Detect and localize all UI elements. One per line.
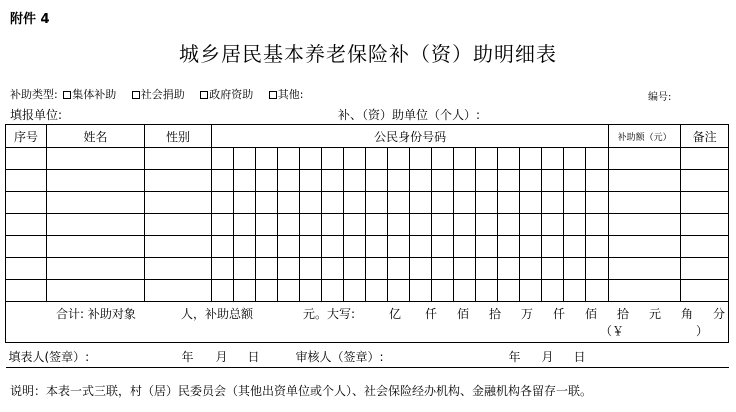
table-cell[interactable] [47,280,145,302]
id-digit-cell[interactable] [388,170,410,192]
id-digit-cell[interactable] [212,280,234,302]
id-digit-cell[interactable] [542,280,564,302]
amount-unit: 拾 [489,307,502,321]
option-other[interactable]: 其他: [267,86,304,102]
filler-label: 填表人(签章）: [8,350,90,364]
id-digit-cell[interactable] [234,214,256,236]
id-digit-cell[interactable] [300,258,322,280]
id-digit-cell[interactable] [454,258,476,280]
id-digit-cell[interactable] [322,236,344,258]
amount-unit: 角 [681,307,694,321]
id-digit-cell[interactable] [344,236,366,258]
table-cell[interactable] [145,148,212,170]
id-digit-cell[interactable] [542,214,564,236]
id-digit-cell[interactable] [256,258,278,280]
subsidy-type-row [10,86,313,102]
filler-month: 月 [215,350,228,364]
id-digit-cell[interactable] [410,148,432,170]
id-digit-cell[interactable] [366,236,388,258]
table-cell[interactable] [681,236,729,258]
id-digit-cell[interactable] [300,148,322,170]
option-collective[interactable]: 集体补助 [61,86,116,102]
id-digit-cell[interactable] [278,148,300,170]
table-row [6,170,729,192]
id-digit-cell[interactable] [520,192,542,214]
header-id-number: 公民身份号码 [212,125,609,148]
checkbox-icon[interactable] [63,91,71,99]
id-digit-cell[interactable] [498,236,520,258]
id-digit-cell[interactable] [454,236,476,258]
id-digit-cell[interactable] [432,280,454,302]
id-digit-cell[interactable] [256,236,278,258]
id-digit-cell[interactable] [234,192,256,214]
id-digit-cell[interactable] [476,148,498,170]
table-cell[interactable] [47,148,145,170]
data-rows [6,148,729,302]
id-digit-cell[interactable] [234,148,256,170]
id-digit-cell[interactable] [586,192,609,214]
id-digit-cell[interactable] [300,170,322,192]
id-digit-cell[interactable] [432,148,454,170]
amount-unit: 万 [521,307,534,321]
table-row [6,192,729,214]
id-digit-cell[interactable] [476,280,498,302]
persons-label: 人，补助总额 [181,307,254,321]
id-digit-cell[interactable] [564,192,586,214]
id-digit-cell[interactable] [586,236,609,258]
id-digit-cell[interactable] [520,258,542,280]
id-digit-cell[interactable] [388,148,410,170]
option-social-donation[interactable]: 社会捐助 [130,86,185,102]
sign-row [6,343,729,368]
id-digit-cell[interactable] [542,192,564,214]
id-digit-cell[interactable] [586,170,609,192]
id-digit-cell[interactable] [454,280,476,302]
table-cell[interactable] [681,192,729,214]
fill-unit-label: 填报单位: [10,108,63,122]
id-digit-cell[interactable] [322,258,344,280]
id-digit-cell[interactable] [234,258,256,280]
table-row [6,236,729,258]
id-digit-cell[interactable] [542,236,564,258]
id-digit-cell[interactable] [432,236,454,258]
id-digit-cell[interactable] [410,236,432,258]
table-cell[interactable] [145,236,212,258]
id-digit-cell[interactable] [410,192,432,214]
id-digit-cell[interactable] [520,170,542,192]
summary-row [6,302,729,343]
id-digit-cell[interactable] [234,280,256,302]
id-digit-cell[interactable] [388,280,410,302]
id-digit-cell[interactable] [564,280,586,302]
id-digit-cell[interactable] [366,170,388,192]
id-digit-cell[interactable] [322,170,344,192]
serial-label: 编号: [648,92,672,103]
table-cell[interactable] [681,280,729,302]
amount-unit: 仟 [553,307,566,321]
amount-unit: 亿 [389,307,402,321]
table-cell[interactable] [47,214,145,236]
id-digit-cell[interactable] [366,258,388,280]
amount-unit: 佰 [585,307,598,321]
id-digit-cell[interactable] [432,258,454,280]
id-digit-cell[interactable] [564,214,586,236]
table-row [6,280,729,302]
header-name: 姓名 [47,125,145,148]
id-digit-cell[interactable] [256,148,278,170]
table-row [6,148,729,170]
id-digit-cell[interactable] [410,170,432,192]
sign-line [6,343,729,367]
table-header-row [6,125,729,148]
table-cell[interactable] [47,192,145,214]
id-digit-cell[interactable] [212,258,234,280]
reviewer-month: 月 [541,350,554,364]
id-digit-cell[interactable] [564,148,586,170]
id-digit-cell[interactable] [300,280,322,302]
total-label: 合计: 补助对象 [56,307,136,321]
summary-line [6,302,728,342]
id-digit-cell[interactable] [476,236,498,258]
id-digit-cell[interactable] [344,280,366,302]
id-digit-cell[interactable] [212,148,234,170]
id-digit-cell[interactable] [586,148,609,170]
id-digit-cell[interactable] [256,214,278,236]
id-digit-cell[interactable] [520,148,542,170]
id-digit-cell[interactable] [432,192,454,214]
amount-unit: 分 [713,307,726,321]
table-cell[interactable] [145,170,212,192]
table-cell[interactable] [6,148,47,170]
id-digit-cell[interactable] [300,214,322,236]
table-cell[interactable] [6,214,47,236]
table-cell[interactable] [609,148,681,170]
id-digit-cell[interactable] [520,214,542,236]
id-digit-cell[interactable] [410,214,432,236]
id-digit-cell[interactable] [322,148,344,170]
table-cell[interactable] [681,214,729,236]
table-cell[interactable] [145,258,212,280]
form-title: 城乡居民基本养老保险补（资）助明细表 [179,42,557,66]
subsidy-type-label: 补助类型: [10,88,58,101]
id-digit-cell[interactable] [300,192,322,214]
id-digit-cell[interactable] [366,280,388,302]
table-cell[interactable] [6,192,47,214]
table-cell[interactable] [609,170,681,192]
id-digit-cell[interactable] [322,192,344,214]
id-digit-cell[interactable] [366,192,388,214]
table-cell[interactable] [6,170,47,192]
header-no: 序号 [6,125,47,148]
id-digit-cell[interactable] [278,258,300,280]
amount-unit: 元 [649,307,662,321]
header-remark: 备注 [681,125,729,148]
yen-label: （￥ [600,324,625,338]
id-digit-cell[interactable] [212,214,234,236]
id-digit-cell[interactable] [344,148,366,170]
table-cell[interactable] [145,192,212,214]
id-digit-cell[interactable] [278,214,300,236]
id-digit-cell[interactable] [542,258,564,280]
id-digit-cell[interactable] [454,192,476,214]
id-digit-cell[interactable] [278,280,300,302]
table-cell[interactable] [681,258,729,280]
reviewer-year: 年 [508,350,521,364]
id-digit-cell[interactable] [388,236,410,258]
table-cell[interactable] [609,214,681,236]
id-digit-cell[interactable] [520,280,542,302]
id-digit-cell[interactable] [564,258,586,280]
table-cell[interactable] [47,236,145,258]
id-digit-cell[interactable] [454,148,476,170]
id-digit-cell[interactable] [586,258,609,280]
table-cell[interactable] [47,170,145,192]
id-digit-cell[interactable] [498,170,520,192]
table-row [6,214,729,236]
attachment-label: 附件 4 [10,12,50,27]
id-digit-cell[interactable] [388,214,410,236]
id-digit-cell[interactable] [542,170,564,192]
amount-unit: 拾 [617,307,630,321]
id-digit-cell[interactable] [586,214,609,236]
id-digit-cell[interactable] [344,170,366,192]
id-digit-cell[interactable] [344,192,366,214]
id-digit-cell[interactable] [564,236,586,258]
table-cell[interactable] [609,236,681,258]
id-digit-cell[interactable] [366,214,388,236]
id-digit-cell[interactable] [476,170,498,192]
id-digit-cell[interactable] [476,258,498,280]
id-digit-cell[interactable] [256,280,278,302]
id-digit-cell[interactable] [432,170,454,192]
id-digit-cell[interactable] [586,280,609,302]
table-cell[interactable] [609,258,681,280]
table-cell[interactable] [609,192,681,214]
id-digit-cell[interactable] [366,148,388,170]
table-cell[interactable] [6,236,47,258]
checkbox-icon[interactable] [132,91,140,99]
id-digit-cell[interactable] [410,280,432,302]
table-cell[interactable] [145,280,212,302]
id-digit-cell[interactable] [300,236,322,258]
note: 说明：本表一式三联，村（居）民委员会（其他出资单位或个人）、社会保险经办机构、金融机构各留存一联。 [10,384,593,398]
id-digit-cell[interactable] [542,148,564,170]
option-government[interactable]: 政府资助 [198,86,253,102]
id-digit-cell[interactable] [498,214,520,236]
id-digit-cell[interactable] [322,214,344,236]
filler-year: 年 [181,350,194,364]
id-digit-cell[interactable] [454,214,476,236]
table-cell[interactable] [609,280,681,302]
id-digit-cell[interactable] [498,280,520,302]
checkbox-icon[interactable] [269,91,277,99]
header-amount: 补助额（元） [609,125,681,148]
id-digit-cell[interactable] [234,236,256,258]
id-digit-cell[interactable] [344,258,366,280]
filler-day: 日 [247,350,260,364]
id-digit-cell[interactable] [564,170,586,192]
id-digit-cell[interactable] [278,236,300,258]
amount-unit: 仟 [425,307,438,321]
id-digit-cell[interactable] [278,170,300,192]
id-digit-cell[interactable] [432,214,454,236]
id-digit-cell[interactable] [212,236,234,258]
id-digit-cell[interactable] [278,192,300,214]
detail-table [5,124,729,368]
amount-unit: 佰 [457,307,470,321]
id-digit-cell[interactable] [256,170,278,192]
yuan-caps-label: 元。大写: [303,307,356,321]
table-cell[interactable] [6,280,47,302]
checkbox-icon[interactable] [200,91,208,99]
id-digit-cell[interactable] [388,192,410,214]
id-digit-cell[interactable] [498,192,520,214]
id-digit-cell[interactable] [410,258,432,280]
reviewer-label: 审核人（签章）: [295,350,384,364]
id-digit-cell[interactable] [212,170,234,192]
subsidy-unit-label: 补、（资）助单位（个人）: [338,108,481,122]
id-digit-cell[interactable] [454,170,476,192]
yen-close: ） [696,324,709,338]
table-cell[interactable] [47,258,145,280]
reviewer-day: 日 [573,350,586,364]
table-cell[interactable] [145,214,212,236]
id-digit-cell[interactable] [476,192,498,214]
id-digit-cell[interactable] [498,258,520,280]
id-digit-cell[interactable] [476,214,498,236]
table-cell[interactable] [681,148,729,170]
id-digit-cell[interactable] [212,192,234,214]
id-digit-cell[interactable] [322,280,344,302]
header-gender: 性别 [145,125,212,148]
id-digit-cell[interactable] [388,258,410,280]
table-cell[interactable] [681,170,729,192]
id-digit-cell[interactable] [344,214,366,236]
id-digit-cell[interactable] [498,148,520,170]
id-digit-cell[interactable] [256,192,278,214]
id-digit-cell[interactable] [520,236,542,258]
table-cell[interactable] [6,258,47,280]
table-row [6,258,729,280]
id-digit-cell[interactable] [234,170,256,192]
